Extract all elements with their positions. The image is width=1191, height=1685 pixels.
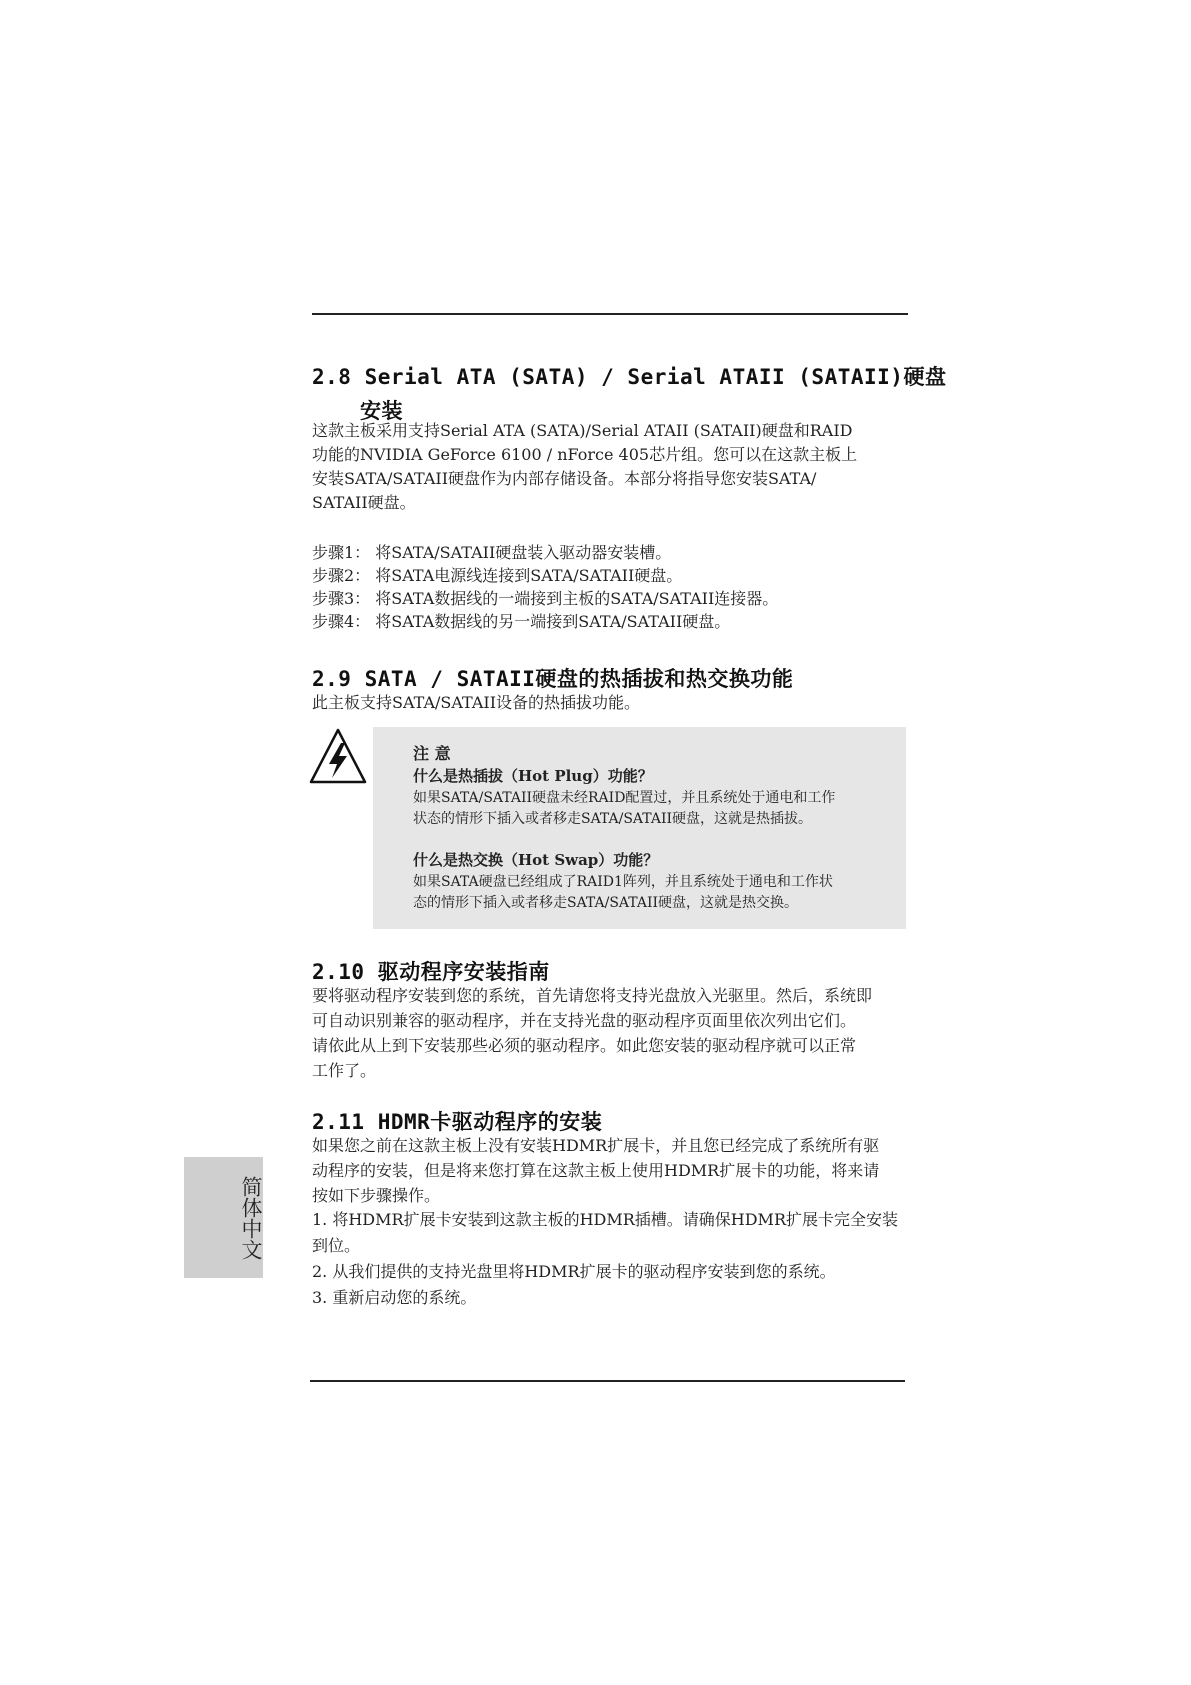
- bottom-rule: [310, 1380, 905, 1382]
- paragraph-line: 这款主板采用支持Serial ATA (SATA)/Serial ATAII (SATAII)硬盘和RAID: [312, 421, 853, 440]
- note-box: [373, 727, 906, 929]
- step-item: 步骤1： 将SATA/SATAII硬盘装入驱动器安装槽。: [312, 543, 672, 562]
- paragraph-line: 请依此从上到下安装那些必须的驱动程序。如此您安装的驱动程序就可以正常: [312, 1036, 857, 1055]
- section-2-8-heading: [312, 361, 946, 425]
- list-item: 3. 重新启动您的系统。: [312, 1288, 477, 1307]
- note-answer-line: 如果SATA硬盘已经组成了RAID1阵列，并且系统处于通电和工作状: [413, 874, 833, 890]
- top-rule: [312, 313, 908, 315]
- language-side-tab: [184, 1157, 263, 1278]
- section-2-9-body: 此主板支持SATA/SATAII设备的热插拔功能。: [312, 693, 641, 712]
- step-item: 步骤3： 将SATA数据线的一端接到主板的SATA/SATAII连接器。: [312, 589, 779, 608]
- note-question-hot-swap: 什么是热交换（Hot Swap）功能？: [413, 851, 659, 869]
- section-2-11-heading: 2.11 HDMR卡驱动程序的安装: [312, 1110, 603, 1134]
- section-2-10-body: [312, 983, 908, 1083]
- section-2-9-heading: 2.9 SATA / SATAII硬盘的热插拔和热交换功能: [312, 667, 794, 691]
- install-steps: [312, 541, 908, 633]
- paragraph-line: 可自动识别兼容的驱动程序，并在支持光盘的驱动程序页面里依次列出它们。: [312, 1011, 857, 1030]
- note-answer-line: 状态的情形下插入或者移走SATA/SATAII硬盘，这就是热插拔。: [413, 811, 813, 827]
- list-item: 2. 从我们提供的支持光盘里将HDMR扩展卡的驱动程序安装到您的系统。: [312, 1262, 836, 1281]
- note-question-hot-plug: 什么是热插拔（Hot Plug）功能？: [413, 767, 653, 785]
- paragraph-line: 动程序的安装，但是将来您打算在这款主板上使用HDMR扩展卡的功能，将来请: [312, 1161, 880, 1180]
- section-2-8-heading-line1: 2.8 Serial ATA (SATA) / Serial ATAII (SATAII)硬盘: [312, 365, 947, 389]
- list-item: 到位。: [312, 1236, 361, 1255]
- note-title: 注 意: [413, 744, 451, 763]
- step-item: 步骤4： 将SATA数据线的另一端接到SATA/SATAII硬盘。: [312, 612, 731, 631]
- paragraph-line: 功能的NVIDIA GeForce 6100 / nForce 405芯片组。您可以在这款主板上: [312, 445, 858, 464]
- paragraph-line: 要将驱动程序安装到您的系统，首先请您将支持光盘放入光驱里。然后，系统即: [312, 986, 873, 1005]
- hdmr-install-steps: [312, 1208, 908, 1312]
- paragraph-line: 按如下步骤操作。: [312, 1186, 441, 1205]
- paragraph-line: 工作了。: [312, 1061, 377, 1080]
- paragraph-line: 安装SATA/SATAII硬盘作为内部存储设备。本部分将指导您安装SATA/: [312, 469, 817, 488]
- warning-icon: [307, 726, 369, 788]
- section-2-10-heading: 2.10 驱动程序安装指南: [312, 960, 550, 984]
- note-answer-line: 态的情形下插入或者移走SATA/SATAII硬盘，这就是热交换。: [413, 895, 799, 911]
- list-item: 1. 将HDMR扩展卡安装到这款主板的HDMR插槽。请确保HDMR扩展卡完全安装: [312, 1210, 898, 1229]
- note-answer-line: 如果SATA/SATAII硬盘未经RAID配置过，并且系统处于通电和工作: [413, 790, 836, 806]
- section-2-8-body: [312, 419, 908, 515]
- paragraph-line: SATAII硬盘。: [312, 493, 416, 512]
- section-2-8-heading-line2: 安装: [360, 399, 403, 423]
- step-item: 步骤2： 将SATA电源线连接到SATA/SATAII硬盘。: [312, 566, 683, 585]
- section-2-11-body: [312, 1133, 908, 1208]
- language-side-tab-label: 简体中文: [239, 1175, 263, 1260]
- paragraph-line: 如果您之前在这款主板上没有安装HDMR扩展卡，并且您已经完成了系统所有驱: [312, 1136, 880, 1155]
